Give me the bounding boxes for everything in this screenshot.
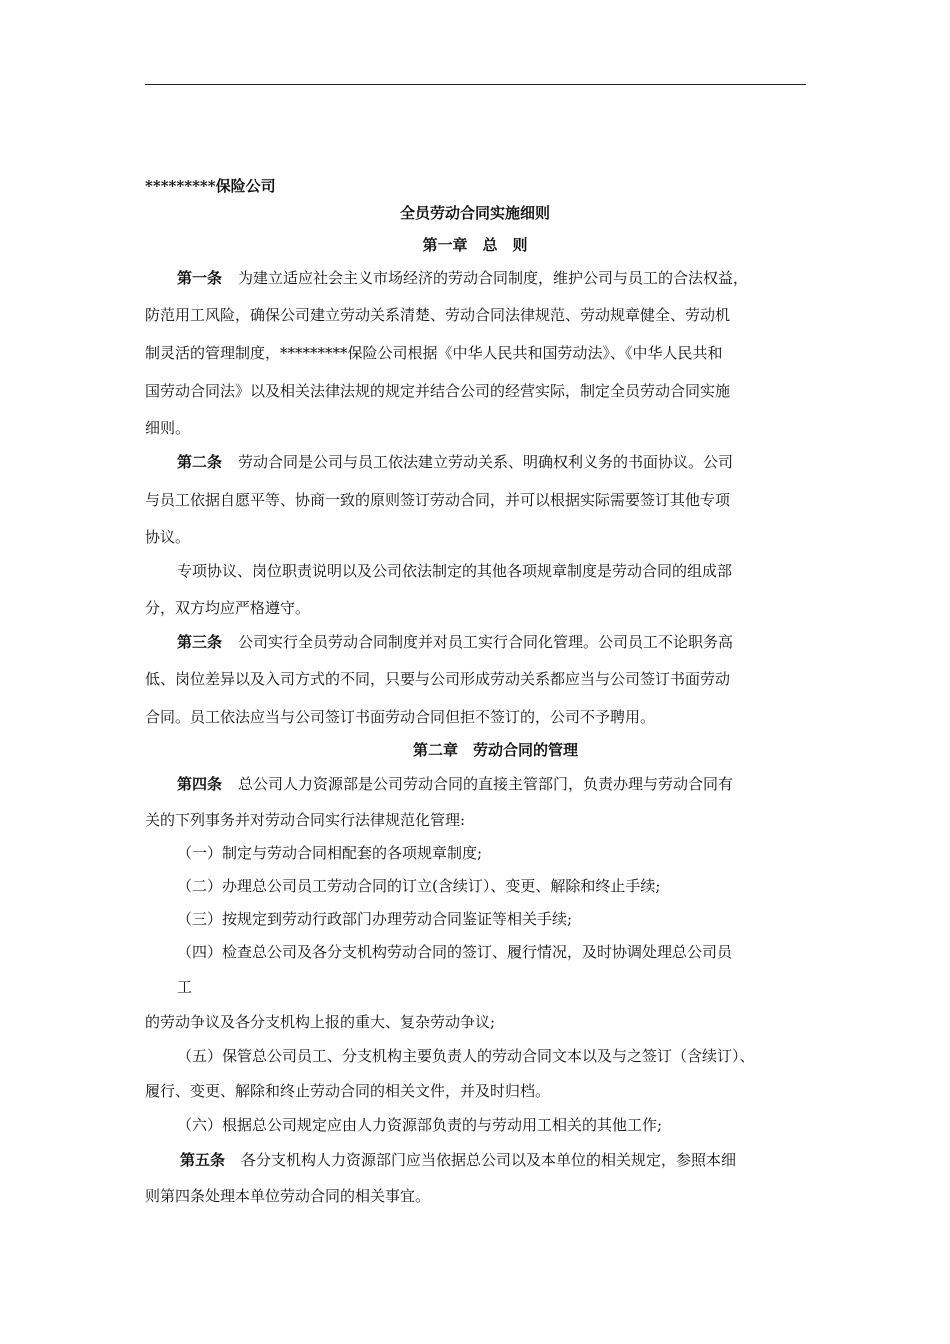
- article-4-item: （六）根据总公司规定应由人力资源部负责的与劳动用工相关的其他工作;: [177, 1116, 663, 1134]
- article-2-para2-line: 专项协议、岗位职责说明以及公司依法制定的其他各项规章制度是劳动合同的组成部: [177, 562, 733, 580]
- chapter-1-heading: 第一章 总 则: [422, 236, 528, 254]
- chapter-2-heading: 第二章 劳动合同的管理: [413, 741, 579, 759]
- article-4-item: 工: [177, 978, 193, 996]
- article-4-line: 关的下列事务并对劳动合同实行法律规范化管理:: [145, 811, 466, 829]
- article-2-line: 劳动合同是公司与员工依法建立劳动关系、明确权利义务的书面协议。公司: [238, 453, 734, 471]
- article-1-line: 为建立适应社会主义市场经济的劳动合同制度，维护公司与员工的合法权益，: [238, 269, 749, 287]
- article-4-item: 的劳动争议及各分支机构上报的重大、复杂劳动争议;: [145, 1013, 496, 1031]
- article-1-line: 国劳动合同法》以及相关法律法规的规定并结合公司的经营实际，制定全员劳动合同实施: [145, 382, 731, 400]
- article-4-item: 履行、变更、解除和终止劳动合同的相关文件，并及时归档。: [145, 1082, 551, 1100]
- article-4-item: （一）制定与劳动合同相配套的各项规章制度;: [177, 844, 483, 862]
- article-3-line: 低、岗位差异以及入司方式的不同，只要与公司形成劳动关系都应当与公司签订书面劳动: [145, 670, 731, 688]
- article-1-line: 细则。: [145, 419, 191, 437]
- article-2-label: 第二条: [177, 453, 223, 471]
- article-2-first-line: [177, 452, 857, 472]
- article-4-line: 总公司人力资源部是公司劳动合同的直接主管部门，负责办理与劳动合同有: [238, 775, 734, 793]
- article-5-line: 则第四条处理本单位劳动合同的相关事宜。: [145, 1187, 431, 1205]
- article-3-line: 公司实行全员劳动合同制度并对员工实行合同化管理。公司员工不论职务高: [238, 633, 734, 651]
- article-5-first-line: [180, 1150, 860, 1170]
- article-4-item: （三）按规定到劳动行政部门办理劳动合同鉴证等相关手续;: [177, 910, 573, 928]
- article-5-line: 各分支机构人力资源部门应当依据总公司以及本单位的相关规定，参照本细: [241, 1151, 737, 1169]
- article-5-label: 第五条: [180, 1151, 226, 1169]
- company-name: *********保险公司: [145, 177, 276, 195]
- article-1-first-line: [177, 268, 857, 288]
- article-2-line: 与员工依据自愿平等、协商一致的原则签订劳动合同，并可以根据实际需要签订其他专项: [145, 491, 731, 509]
- article-4-item: （五）保管总公司员工、分支机构主要负责人的劳动合同文本以及与之签订（含续订）、: [177, 1047, 755, 1065]
- article-4-label: 第四条: [177, 775, 223, 793]
- article-4-first-line: [177, 774, 857, 794]
- article-3-first-line: [177, 632, 857, 652]
- document-title: 全员劳动合同实施细则: [399, 204, 550, 222]
- article-4-item: （四）检查总公司及各分支机构劳动合同的签订、履行情况，及时协调处理总公司员: [177, 943, 733, 961]
- article-1-line: 防范用工风险，确保公司建立劳动关系清楚、劳动合同法律规范、劳动规章健全、劳动机: [145, 306, 731, 324]
- article-1-label: 第一条: [177, 269, 223, 287]
- article-4-item: （二）办理总公司员工劳动合同的订立(含续订）、变更、解除和终止手续;: [177, 877, 661, 895]
- article-1-line: 制灵活的管理制度，*********保险公司根据《中华人民共和国劳动法》、《中华人民共和: [145, 344, 723, 362]
- article-3-label: 第三条: [177, 633, 223, 651]
- header-rule: [145, 84, 806, 85]
- article-3-line: 合同。员工依法应当与公司签订书面劳动合同但拒不签订的，公司不予聘用。: [145, 708, 656, 726]
- article-2-para2-line: 分，双方均应严格遵守。: [145, 599, 311, 617]
- article-2-line: 协议。: [145, 528, 191, 546]
